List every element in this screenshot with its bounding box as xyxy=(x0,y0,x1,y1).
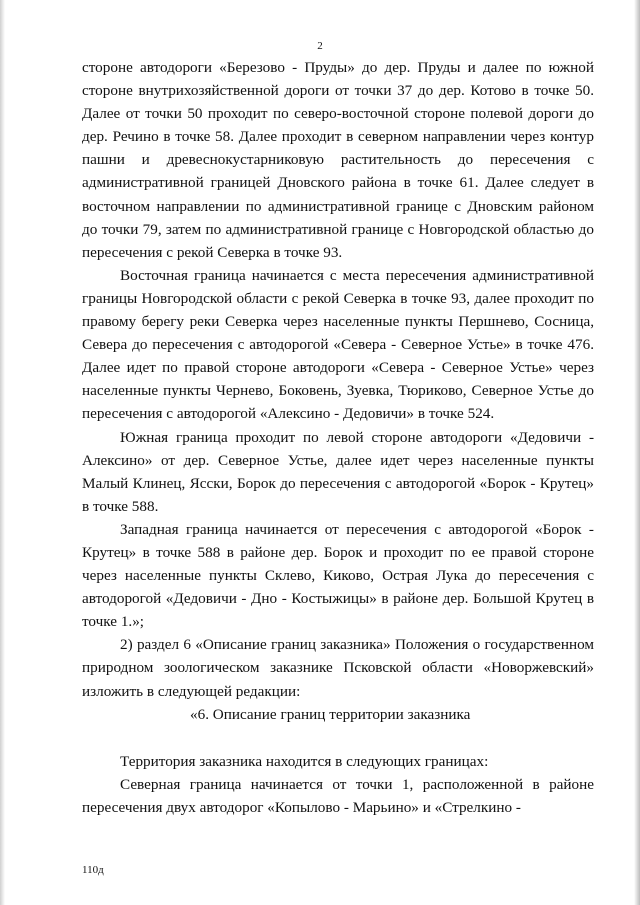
blank-line xyxy=(82,726,594,750)
paragraph-continuation: стороне автодороги «Березово - Пруды» до дер. Пруды и далее по южной стороне внутрихозяйственной дороги от точки 37 до дер. Котово в точке 50. Далее от точки 50 проходит по северо-восточной стороне полевой дороги до дер. Речино в точке 58. Далее проходит в северном направлении через контур пашни и древеснокустарниковую растительность до пересечения с административной границей Дновского района в точке 61. Далее следует в восточном направлении по административной границе с Дновским районом до точки 79, затем по административной границе с Новгородской областью до пересечения с рекой Северка в точке 93. xyxy=(82,59,594,261)
paragraph-south-border: Южная граница проходит по левой стороне автодороги «Дедовичи - Алексино» от дер. Северное Устье, далее идет через населенные пункты Малый Клинец, Ясски, Борок до пересечения с автодорогой «Борок - Крутец» в точке 588. xyxy=(82,428,594,515)
scan-edge-left xyxy=(0,0,5,905)
paragraph-north-border: Северная граница начинается от точки 1, расположенной в районе пересечения двух автодорог «Копылово - Марьино» и «Стрелкино - xyxy=(82,775,594,816)
paragraph-east-border: Восточная граница начинается с места пересечения административной границы Новгородской области с рекой Северка в точке 93, далее проходит по правому берегу реки Северка через населенные пункты Першнево, Сосница, Севера до пересечения с автодорогой «Севера - Северное Устье» в точке 476. Далее идет по правой стороне автодороги «Севера - Северное Устье» через населенные пункты Чернево, Боковень, Зуевка, Тюриково, Северное Устье до пересечения с автодорогой «Алексино - Дедовичи» в точке 524. xyxy=(82,266,594,423)
scan-edge-right xyxy=(634,0,640,905)
paragraph-west-border: Западная граница начинается от пересечения с автодорогой «Борок - Крутец» в точке 588 в районе дер. Борок и проходит по ее правой стороне через населенные пункты Склево, Киково, Острая Лука до пересечения с автодорогой «Дедовичи - Дно - Костыжицы» в районе дер. Большой Крутец в точке 1.»; xyxy=(82,520,594,631)
page-number: 2 xyxy=(317,40,323,52)
paragraph-section-6-amendment: 2) раздел 6 «Описание границ заказника» Положения о государственном природном зоологическом заказнике Псковской области «Новоржевский» изложить в следующей редакции: xyxy=(82,636,594,700)
paragraph-territory-intro: Территория заказника находится в следующих границах: xyxy=(120,752,489,770)
document-code: 110д xyxy=(82,864,104,876)
document-body xyxy=(82,56,594,819)
section-heading: «6. Описание границ территории заказника xyxy=(190,705,471,723)
